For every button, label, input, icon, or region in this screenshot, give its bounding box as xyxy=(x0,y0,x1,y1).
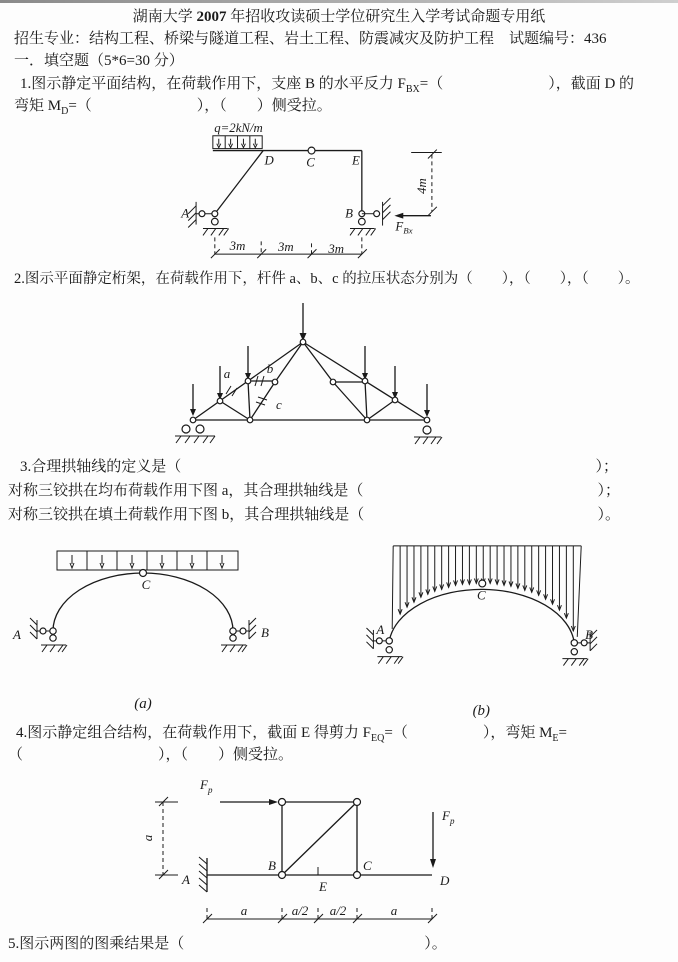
q4-text-mid: =（ ），弯矩 M xyxy=(384,725,553,741)
crown-hinge-icon xyxy=(479,580,486,587)
label-d: D xyxy=(440,873,450,888)
support-a xyxy=(30,618,67,652)
member-a-label: a xyxy=(223,366,231,381)
frame-members xyxy=(213,151,362,214)
label-c: C xyxy=(141,577,151,592)
dim-a-2: a xyxy=(390,903,398,918)
fp-right-arrow xyxy=(430,812,436,868)
question-4-line-1 xyxy=(16,723,678,744)
arch-diagrams-row xyxy=(0,531,678,721)
label-e: E xyxy=(352,153,360,168)
label-d: D xyxy=(264,153,274,168)
label-c: C xyxy=(363,858,372,873)
exam-title-post: 年招收攻读硕士学位研究生入学考试命题专用纸 xyxy=(226,9,546,25)
fp-right-label xyxy=(441,808,455,826)
caption-b: (b) xyxy=(472,703,490,720)
dim-a2-2: a/2 xyxy=(329,903,347,918)
dim-4m-label: 4m xyxy=(414,178,429,194)
fixed-wall xyxy=(199,857,207,892)
label-b: B xyxy=(345,206,353,221)
q1-text2-post: =（ ），（ ）侧受拉。 xyxy=(68,98,332,114)
distributed-load xyxy=(213,136,262,149)
exam-title-pre: 湖南大学 xyxy=(132,9,197,25)
fill-load xyxy=(392,546,581,637)
label-b: B xyxy=(261,625,269,640)
dim-left xyxy=(155,797,178,879)
fbx-sub: Bx xyxy=(403,225,413,236)
support-b xyxy=(350,198,390,235)
fp-right-sub: p xyxy=(449,816,455,826)
diagram-q4-structure xyxy=(130,772,550,932)
question-1-line-1 xyxy=(20,74,678,95)
crown-hinge-icon xyxy=(140,570,147,577)
q1-text-post: =（ ），截面 D 的 xyxy=(419,76,635,92)
label-c: C xyxy=(306,155,315,170)
dim-a-1: a xyxy=(240,903,248,918)
truss-support-left xyxy=(175,425,215,443)
q3-text2: 对称三铰拱在均布荷载作用下图 a，其合理拱轴线是（ xyxy=(8,483,364,499)
caption-a: (a) xyxy=(134,696,152,712)
question-2-text: 2.图示平面静定桁架，在荷载作用下，杆件 a、b、c 的拉压状态分别为（ ），（ ），（ ）。 xyxy=(14,271,640,287)
scan-top-edge xyxy=(0,0,678,3)
support-a xyxy=(188,202,228,236)
diagram-q3-arch-b xyxy=(335,531,678,721)
label-b: B xyxy=(585,627,594,642)
q1-sub-bx: BX xyxy=(405,84,420,95)
label-c: C xyxy=(476,588,486,603)
member-c-label: c xyxy=(276,397,282,412)
q3-text3: 对称三铰拱在填土荷载作用下图 b，其合理拱轴线是（ xyxy=(8,507,365,523)
section-heading: 一．填空题（5*6=30 分） xyxy=(14,53,184,69)
hinge-c-icon xyxy=(308,147,315,154)
label-e: E xyxy=(319,879,327,894)
q4-text-post: = xyxy=(558,725,567,741)
fp-top-main: F xyxy=(200,777,208,792)
fp-top-label xyxy=(199,777,213,795)
dim-3m-2: 3m xyxy=(278,240,294,255)
q3-close3: ）。 xyxy=(597,507,620,523)
question-4-line-2: （ ），（ ）侧受拉。 xyxy=(8,747,294,763)
fbx-label xyxy=(394,219,412,235)
question-3-line-3 xyxy=(8,503,620,527)
member-b-label: b xyxy=(266,361,274,376)
q4-sub-e: E xyxy=(552,733,559,744)
question-1-line-2 xyxy=(14,96,678,117)
label-a: A xyxy=(376,622,385,637)
diagram-q3-arch-a xyxy=(0,531,335,721)
q3-text1: 3.合理拱轴线的定义是（ xyxy=(20,459,182,475)
dim-3m-3: 3m xyxy=(328,242,345,257)
dim-a2-1: a/2 xyxy=(291,903,309,918)
dim-bottom xyxy=(203,908,437,923)
diagram-q1-frame xyxy=(150,119,550,267)
question-5-text: 5.图示两图的图乘结果是（ ）。 xyxy=(8,936,447,952)
fbx-main: F xyxy=(395,219,404,234)
label-b: B xyxy=(268,858,276,873)
q3-close1: ）； xyxy=(595,459,618,475)
question-3-line-2 xyxy=(8,479,620,503)
q1-text: 1.图示静定平面结构，在荷载作用下，支座 B 的水平反力 F xyxy=(20,76,406,92)
fp-right-main: F xyxy=(442,808,450,823)
label-a: A xyxy=(13,627,21,642)
support-a xyxy=(366,628,403,664)
exam-title xyxy=(0,7,678,28)
majors-line: 招生专业：结构工程、桥梁与隧道工程、岩土工程、防震减灾及防护工程 试题编号：436 xyxy=(14,31,607,47)
question-3-line-1 xyxy=(20,455,618,479)
dim-3m-1: 3m xyxy=(229,239,246,254)
q3-close2: ）； xyxy=(597,483,620,499)
support-b xyxy=(221,618,256,652)
exam-title-year: 2007 xyxy=(196,9,227,25)
q1-sub-d: D xyxy=(61,106,69,117)
label-a: A xyxy=(182,872,190,887)
members xyxy=(207,802,432,875)
diagram-q2-truss xyxy=(130,302,550,452)
dim-left-label: a xyxy=(140,834,155,842)
truss-support-right xyxy=(414,426,442,444)
q4-sub-eq: EQ xyxy=(371,733,385,744)
truss-members xyxy=(193,342,427,420)
load-label: q=2kN/m xyxy=(214,120,263,135)
uniform-load xyxy=(57,551,238,570)
fp-top-sub: p xyxy=(207,785,213,795)
q4-text: 4.图示静定组合结构，在荷载作用下，截面 E 得剪力 F xyxy=(16,725,372,741)
label-a: A xyxy=(181,206,190,221)
fbx-force-arrow xyxy=(394,213,431,219)
q1-text2: 弯矩 M xyxy=(14,98,62,114)
fp-top-arrow xyxy=(220,799,278,805)
